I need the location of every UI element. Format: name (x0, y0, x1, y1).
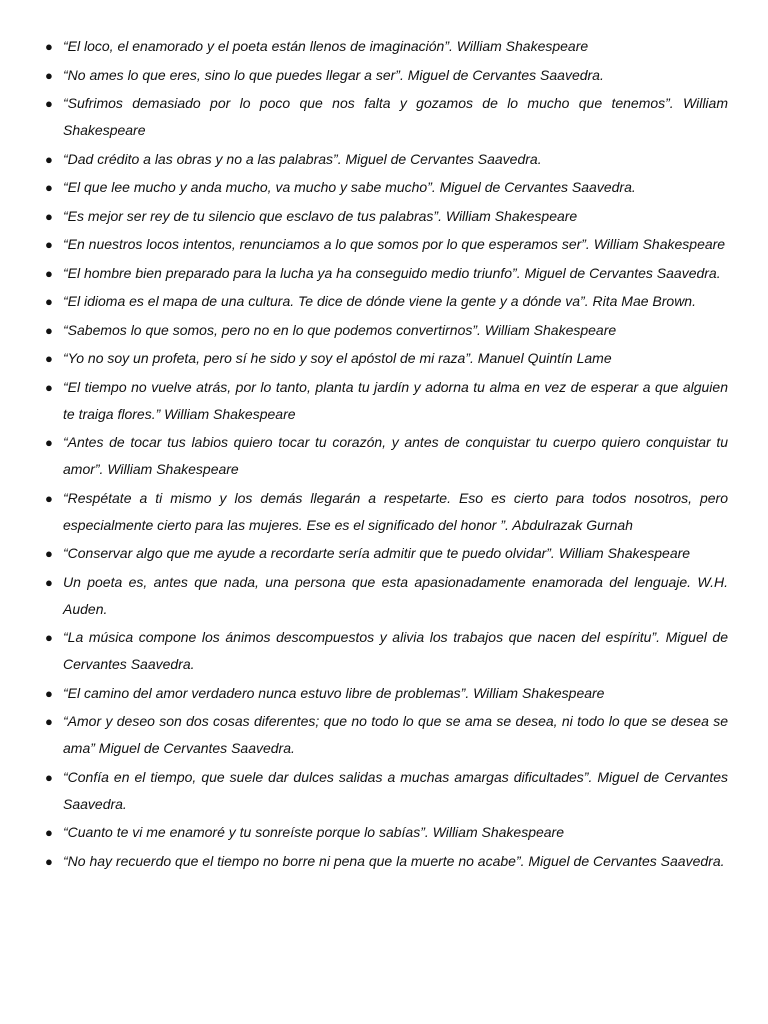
bullet-icon: ● (45, 351, 53, 366)
bullet-icon: ● (45, 714, 53, 729)
quote-text: Un poeta es, antes que nada, una persona que esta apasionadamente enamorada del lenguaje. W.H. Auden. (63, 573, 728, 617)
quote-text: “El loco, el enamorado y el poeta están llenos de imaginación”. William Shakespeare (63, 38, 589, 54)
quote-text: “Sufrimos demasiado por lo poco que nos falta y gozamos de lo mucho que tenemos”. William Shakespeare (63, 95, 728, 138)
quote-text: “El idioma es el mapa de una cultura. Te dice de dónde viene la gente y a dónde va”. Rita Mae Brown. (63, 293, 696, 309)
quote-item (45, 90, 728, 144)
bullet-icon: ● (45, 67, 53, 83)
bullet-icon: ● (45, 853, 53, 869)
quote-item (45, 848, 728, 875)
quote-text: “Yo no soy un profeta, pero sí he sido y soy el apóstol de mi raza”. Manuel Quintín Lame (63, 350, 612, 366)
quote-text: “El camino del amor verdadero nunca estuvo libre de problemas”. William Shakespeare (63, 684, 605, 701)
bullet-icon: ● (45, 574, 53, 590)
bullet-icon: ● (45, 322, 53, 338)
quote-text: “Amor y deseo son dos cosas diferentes; que no todo lo que se ama se desea, ni todo lo que se desea se ama” Miguel de Cervantes Saavedra. (63, 713, 728, 756)
quote-item (45, 345, 728, 372)
quote-item (45, 624, 728, 678)
bullet-icon: ● (45, 96, 53, 111)
quote-item (45, 317, 728, 344)
bullet-icon: ● (45, 490, 53, 506)
quote-text: “No hay recuerdo que el tiempo no borre ni pena que la muerte no acabe”. Miguel de Cervantes Saavedra. (63, 852, 725, 869)
bullet-icon: ● (45, 180, 53, 195)
quote-text: “El hombre bien preparado para la lucha ya ha conseguido medio triunfo”. Miguel de Cervantes Saavedra. (63, 264, 721, 281)
quote-item (45, 146, 728, 173)
bullet-icon: ● (45, 294, 53, 309)
quote-text: “La música compone los ánimos descompuestos y alivia los trabajos que nacen del espíritu”. Miguel de Cervantes Saavedra. (63, 629, 728, 672)
quote-text: “Sabemos lo que somos, pero no en lo que podemos convertirnos”. William Shakespeare (63, 321, 617, 338)
bullet-icon: ● (45, 630, 53, 645)
quote-item (45, 680, 728, 707)
quote-text: “Es mejor ser rey de tu silencio que esclavo de tus palabras”. William Shakespeare (63, 207, 578, 224)
quote-list (0, 33, 768, 875)
quote-text: “El que lee mucho y anda mucho, va mucho y sabe mucho”. Miguel de Cervantes Saavedra. (63, 179, 636, 195)
quote-text: “En nuestros locos intentos, renunciamos a lo que somos por lo que esperamos ser”. William Shakespeare (63, 236, 726, 252)
quote-text: “Conservar algo que me ayude a recordarte sería admitir que te puedo olvidar”. William Shakespeare (63, 545, 691, 561)
bullet-icon: ● (45, 237, 53, 252)
bullet-icon: ● (45, 39, 53, 54)
quote-item (45, 288, 728, 315)
bullet-icon: ● (45, 151, 53, 167)
quote-item (45, 429, 728, 483)
bullet-icon: ● (45, 546, 53, 561)
bullet-icon: ● (45, 685, 53, 701)
quote-item (45, 374, 728, 428)
bullet-icon: ● (45, 435, 53, 450)
quote-text: “Respétate a ti mismo y los demás llegarán a respetarte. Eso es cierto para todos nosotros, pero especialmente cierto para las mujeres. Ese es el significado del honor ”. Abdulrazak Gurnah (63, 489, 728, 533)
quote-item (45, 708, 728, 762)
quote-text: “Confía en el tiempo, que suele dar dulces salidas a muchas amargas dificultades”. Miguel de Cervantes Saavedra. (63, 768, 728, 812)
bullet-icon: ● (45, 208, 53, 224)
quote-item (45, 540, 728, 567)
quote-item (45, 260, 728, 287)
quote-item (45, 569, 728, 623)
quote-text: “Dad crédito a las obras y no a las palabras”. Miguel de Cervantes Saavedra. (63, 150, 542, 167)
quote-item (45, 485, 728, 539)
quote-text: “Cuanto te vi me enamoré y tu sonreíste porque lo sabías”. William Shakespeare (63, 824, 565, 840)
quote-item (45, 819, 728, 846)
bullet-icon: ● (45, 769, 53, 785)
bullet-icon: ● (45, 265, 53, 281)
bullet-icon: ● (45, 379, 53, 395)
quote-item (45, 33, 728, 60)
quote-item (45, 764, 728, 818)
quote-text: “Antes de tocar tus labios quiero tocar tu corazón, y antes de conquistar tu cuerpo quiero conquistar tu amor”. William Shakespeare (63, 434, 728, 477)
quote-item (45, 174, 728, 201)
quote-text: “No ames lo que eres, sino lo que puedes llegar a ser”. Miguel de Cervantes Saavedra. (63, 66, 604, 83)
quote-text: “El tiempo no vuelve atrás, por lo tanto, planta tu jardín y adorna tu alma en vez de esperar a que alguien te traiga flores.” William Shakespeare (63, 378, 728, 422)
document-page (0, 33, 768, 876)
quote-item (45, 203, 728, 230)
quote-item (45, 231, 728, 258)
bullet-icon: ● (45, 825, 53, 840)
quote-item (45, 62, 728, 89)
